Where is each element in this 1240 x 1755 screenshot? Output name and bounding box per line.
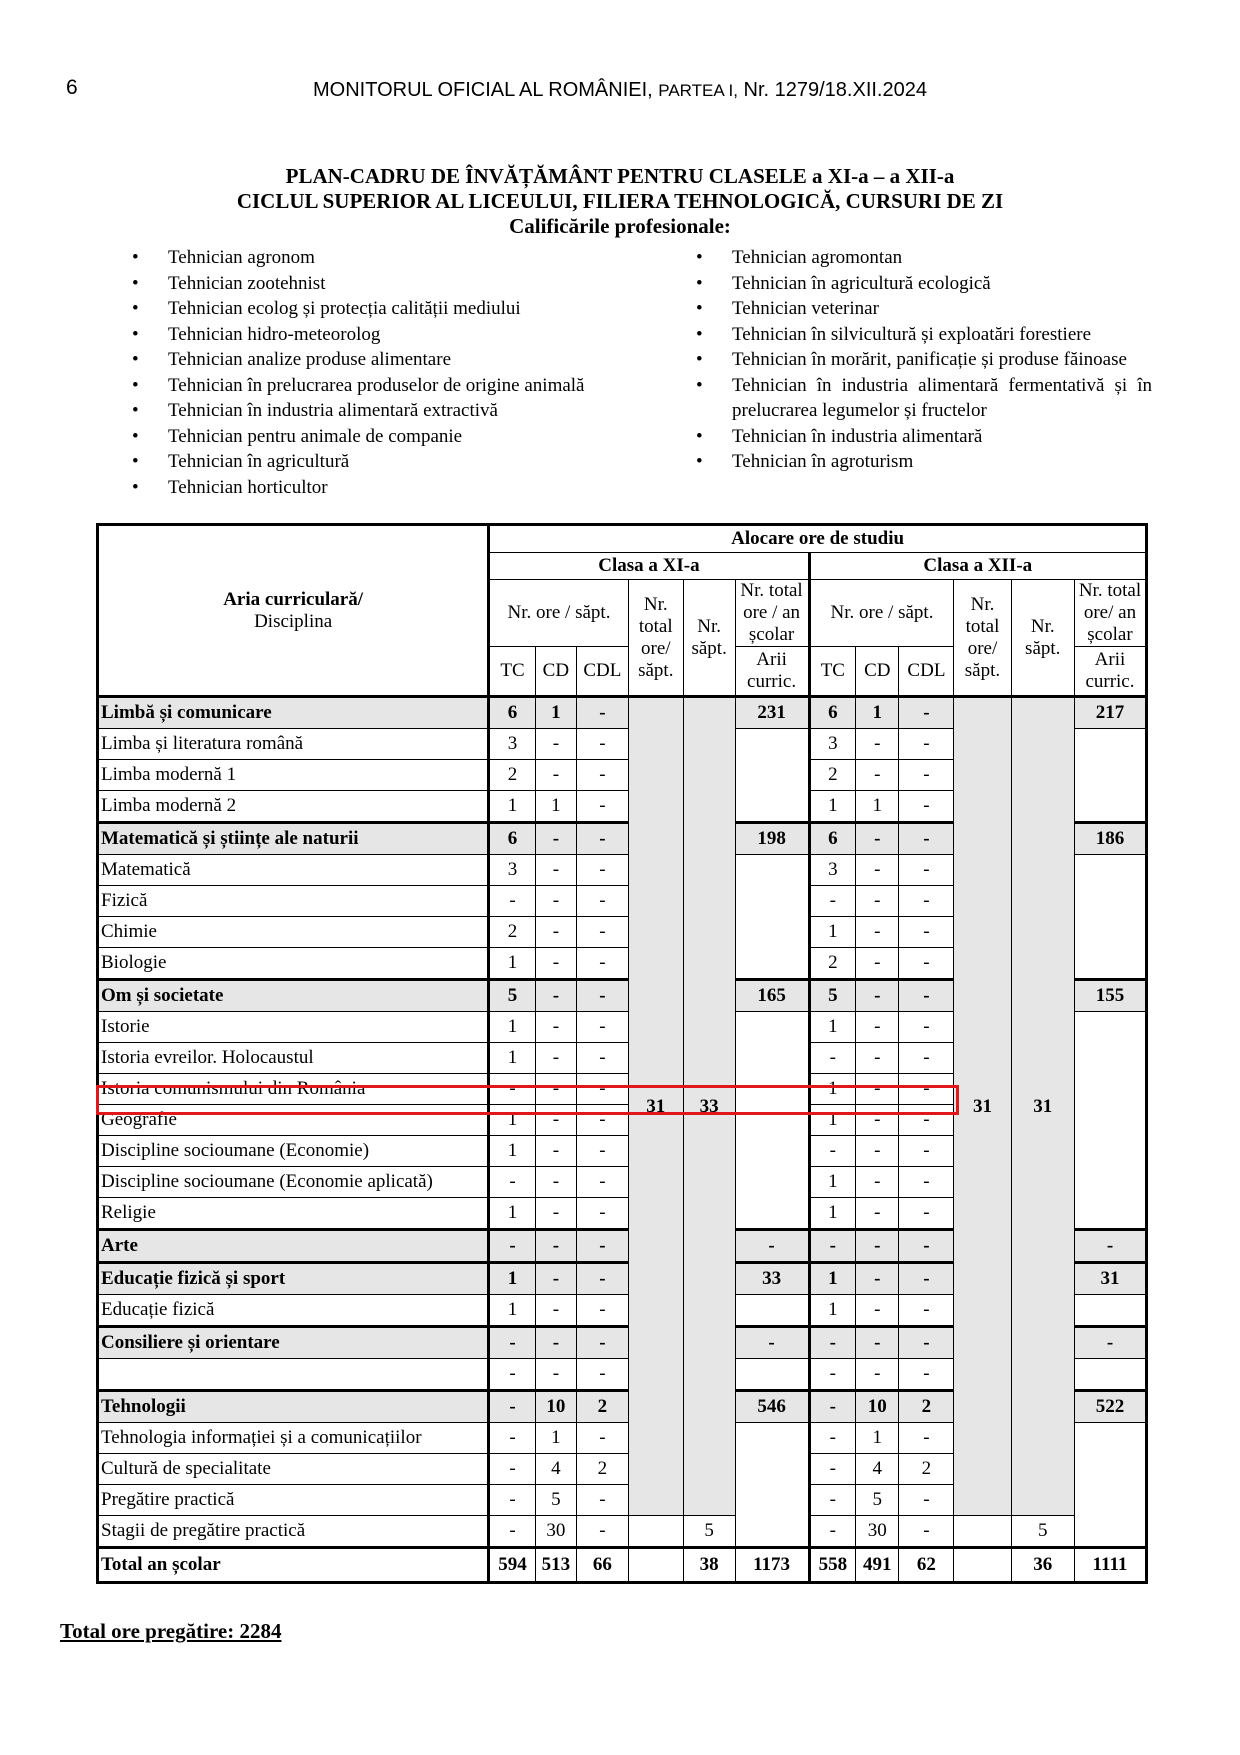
- cdl-hours-11: 2: [576, 1391, 628, 1423]
- tc-hours-12: -: [809, 1043, 856, 1074]
- qualification-item: • Tehnician veterinar: [732, 296, 1152, 322]
- cd-hours-12: -: [856, 886, 899, 917]
- cdl-hours-12: -: [899, 855, 954, 886]
- cdl-hours-12: -: [899, 1423, 954, 1454]
- cdl-hours-12: -: [899, 1359, 954, 1391]
- tc-hours-11: 1: [489, 1043, 536, 1074]
- tc-hours-11: 1: [489, 791, 536, 823]
- cd-hours-11: -: [535, 1074, 576, 1105]
- tc-hours-11: -: [489, 1485, 536, 1516]
- discipline-name: Istorie: [98, 1012, 489, 1043]
- year-total-11-sum: 1173: [735, 1548, 809, 1583]
- cd-hours-12: -: [856, 948, 899, 980]
- tc-hours-11: -: [489, 1516, 536, 1548]
- year-total-12: -: [1074, 1230, 1146, 1263]
- cdl-hours-11: -: [576, 1230, 628, 1263]
- qualification-item: • Tehnician agronom: [168, 245, 648, 271]
- arii-header-11: Arii curric.: [735, 647, 809, 697]
- tc-hours-11: 3: [489, 729, 536, 760]
- discipline-name: Pregătire practică: [98, 1485, 489, 1516]
- cd-hours-11: -: [535, 1230, 576, 1263]
- year-total-11-blank: [735, 1012, 809, 1230]
- cd-hours-12: 5: [856, 1485, 899, 1516]
- year-total-12: -: [1074, 1327, 1146, 1359]
- cdl-hours-11: -: [576, 948, 628, 980]
- cdl-hours-12: 2: [899, 1391, 954, 1423]
- tc-hours-12: -: [809, 1327, 856, 1359]
- qualification-item: • Tehnician horticultor: [168, 475, 648, 501]
- qualification-item: • Tehnician în industria alimentară extractivă: [168, 398, 648, 424]
- cdl-total-12: 62: [899, 1548, 954, 1583]
- discipline-name: Istoria evreilor. Holocaustul: [98, 1043, 489, 1074]
- cdl-hours-11: -: [576, 729, 628, 760]
- tc-hours-11: 1: [489, 948, 536, 980]
- cdl-hours-12: -: [899, 1074, 954, 1105]
- tc-hours-12: 3: [809, 855, 856, 886]
- area-row: [98, 697, 1147, 729]
- discipline-name: Matematică și științe ale naturii: [98, 823, 489, 855]
- year-total-12-blank: [1074, 855, 1146, 980]
- cd-hours-11: -: [535, 729, 576, 760]
- cd-hours-11: 4: [535, 1454, 576, 1485]
- tc-hours-11: 2: [489, 917, 536, 948]
- discipline-name: Religie: [98, 1198, 489, 1230]
- tc-hours-11: 1: [489, 1105, 536, 1136]
- cdl-hours-12: -: [899, 1198, 954, 1230]
- year-total-12-blank: [1074, 1423, 1146, 1548]
- class-11-header: Clasa a XI-a: [489, 553, 809, 580]
- cd-hours-12: 1: [856, 697, 899, 729]
- tc-hours-12: 1: [809, 917, 856, 948]
- cd-hours-12: -: [856, 760, 899, 791]
- tc-hours-12: -: [809, 1359, 856, 1391]
- highlight-box: [96, 1085, 959, 1115]
- cd-hours-11: -: [535, 1198, 576, 1230]
- cdl-hours-11: -: [576, 1295, 628, 1327]
- title-line-2: CICLUL SUPERIOR AL LICEULUI, FILIERA TEHNOLOGICĂ, CURSURI DE ZI: [236, 189, 1004, 213]
- cd-hours-12: -: [856, 1136, 899, 1167]
- cd-hours-11: 10: [535, 1391, 576, 1423]
- arii-header-12: Arii curric.: [1074, 647, 1146, 697]
- tc-header-11: TC: [489, 647, 536, 697]
- weeks-total-12: 36: [1011, 1548, 1074, 1583]
- cdl-total-11: 66: [576, 1548, 628, 1583]
- hours-week-header-11: Nr. ore / săpt.: [489, 580, 629, 647]
- year-total-11: 198: [735, 823, 809, 855]
- cd-hours-12: -: [856, 1043, 899, 1074]
- cdl-hours-11: -: [576, 1167, 628, 1198]
- header-part: PARTEA I,: [658, 81, 738, 100]
- tc-hours-11: -: [489, 1391, 536, 1423]
- weeks-total-11: 38: [683, 1548, 735, 1583]
- total-week-11: 31: [628, 697, 683, 1516]
- cdl-hours-12: -: [899, 1167, 954, 1198]
- total-hours: Total ore pregătire: 2284: [60, 1619, 282, 1643]
- tc-hours-12: 5: [809, 980, 856, 1012]
- cd-hours-12: -: [856, 855, 899, 886]
- tc-hours-11: -: [489, 1327, 536, 1359]
- tc-hours-12: 1: [809, 1074, 856, 1105]
- year-total-12-blank: [1074, 1359, 1146, 1391]
- tc-hours-12: 1: [809, 1105, 856, 1136]
- tc-hours-11: -: [489, 1167, 536, 1198]
- cd-hours-11: -: [535, 760, 576, 791]
- cdl-hours-11: -: [576, 917, 628, 948]
- class-12-header: Clasa a XII-a: [809, 553, 1146, 580]
- cdl-hours-11: -: [576, 1359, 628, 1391]
- total-week-11-stage: [628, 1516, 683, 1548]
- cd-hours-11: -: [535, 1359, 576, 1391]
- tc-hours-12: 2: [809, 760, 856, 791]
- cd-hours-12: -: [856, 1198, 899, 1230]
- cdl-hours-12: -: [899, 1105, 954, 1136]
- total-row: [98, 1548, 1147, 1583]
- cdl-hours-12: 2: [899, 1454, 954, 1485]
- qualifications-right-list: [732, 245, 1152, 475]
- cd-hours-12: -: [856, 1167, 899, 1198]
- cdl-hours-12: -: [899, 1516, 954, 1548]
- cd-hours-12: -: [856, 1230, 899, 1263]
- cdl-hours-12: -: [899, 1295, 954, 1327]
- total-week-header-11: Nr. total ore/ săpt.: [628, 580, 683, 697]
- discipline-name: Matematică: [98, 855, 489, 886]
- cdl-hours-11: -: [576, 855, 628, 886]
- discipline-name: Consiliere și orientare: [98, 1327, 489, 1359]
- cd-hours-12: -: [856, 980, 899, 1012]
- discipline-name: Geografie: [98, 1105, 489, 1136]
- curriculum-table-body: [98, 697, 1147, 1583]
- qualification-item: • Tehnician hidro-meteorolog: [168, 322, 648, 348]
- year-total-12: 522: [1074, 1391, 1146, 1423]
- cdl-hours-11: -: [576, 1423, 628, 1454]
- cdl-hours-12: -: [899, 1263, 954, 1295]
- year-total-11-blank: [735, 729, 809, 823]
- cd-hours-12: -: [856, 729, 899, 760]
- total-label: Total an școlar: [98, 1548, 489, 1583]
- cdl-hours-12: -: [899, 1485, 954, 1516]
- cd-header-11: CD: [535, 647, 576, 697]
- discipline-name: Cultură de specialitate: [98, 1454, 489, 1485]
- cdl-hours-11: -: [576, 1485, 628, 1516]
- cdl-hours-12: -: [899, 729, 954, 760]
- cdl-hours-11: -: [576, 697, 628, 729]
- cdl-hours-11: -: [576, 1074, 628, 1105]
- discipline-name: Educație fizică: [98, 1295, 489, 1327]
- cd-hours-12: -: [856, 1327, 899, 1359]
- cdl-hours-11: -: [576, 823, 628, 855]
- qualification-item: • Tehnician în industria alimentară: [732, 424, 1152, 450]
- tc-hours-11: 1: [489, 1012, 536, 1043]
- cdl-hours-12: -: [899, 1012, 954, 1043]
- cd-hours-12: -: [856, 1263, 899, 1295]
- cdl-hours-11: -: [576, 1105, 628, 1136]
- tc-hours-11: -: [489, 1074, 536, 1105]
- weeks-12: 31: [1011, 697, 1074, 1516]
- cdl-hours-11: -: [576, 1136, 628, 1167]
- cd-hours-11: -: [535, 1295, 576, 1327]
- cd-hours-12: 1: [856, 1423, 899, 1454]
- cdl-hours-12: -: [899, 1043, 954, 1074]
- cdl-hours-11: -: [576, 1327, 628, 1359]
- qualification-item: • Tehnician agromontan: [732, 245, 1152, 271]
- tc-total-12: 558: [809, 1548, 856, 1583]
- tc-hours-11: 5: [489, 980, 536, 1012]
- cdl-hours-12: -: [899, 917, 954, 948]
- cdl-hours-11: -: [576, 1263, 628, 1295]
- cd-hours-12: -: [856, 917, 899, 948]
- year-total-11: 33: [735, 1263, 809, 1295]
- cd-hours-12: -: [856, 1105, 899, 1136]
- cd-hours-12: -: [856, 1012, 899, 1043]
- cd-hours-11: 1: [535, 697, 576, 729]
- cd-hours-12: -: [856, 823, 899, 855]
- cd-hours-11: -: [535, 886, 576, 917]
- tc-hours-11: 1: [489, 1295, 536, 1327]
- curriculum-table: [96, 523, 1148, 1584]
- discipline-row: [98, 1516, 1147, 1548]
- qualification-item: • Tehnician în industria alimentară fermentativă și în prelucrarea legumelor și fructelor: [732, 373, 1152, 424]
- year-total-11-blank: [735, 855, 809, 980]
- cd-hours-11: -: [535, 1012, 576, 1043]
- cdl-hours-11: -: [576, 1198, 628, 1230]
- cd-hours-11: -: [535, 1327, 576, 1359]
- qualification-item: • Tehnician în agricultură ecologică: [732, 271, 1152, 297]
- tc-hours-12: -: [809, 1423, 856, 1454]
- discipline-name: Discipline socioumane (Economie aplicată): [98, 1167, 489, 1198]
- weeks-header-12: Nr. săpt.: [1011, 580, 1074, 697]
- tc-hours-11: 1: [489, 1136, 536, 1167]
- cdl-hours-12: -: [899, 1136, 954, 1167]
- discipline-name: Educație fizică și sport: [98, 1263, 489, 1295]
- year-total-12-blank: [1074, 1295, 1146, 1327]
- tc-header-12: TC: [809, 647, 856, 697]
- discipline-name: Istoria comunismului din România: [98, 1074, 489, 1105]
- tc-hours-11: -: [489, 1423, 536, 1454]
- discipline-name: Discipline socioumane (Economie): [98, 1136, 489, 1167]
- year-total-11: 165: [735, 980, 809, 1012]
- cd-hours-11: -: [535, 980, 576, 1012]
- year-total-11-blank: [735, 1423, 809, 1548]
- cdl-hours-12: -: [899, 791, 954, 823]
- cd-hours-11: -: [535, 1105, 576, 1136]
- header-issue: Nr. 1279/18.XII.2024: [743, 79, 927, 101]
- tc-hours-11: -: [489, 1454, 536, 1485]
- tc-hours-12: 6: [809, 823, 856, 855]
- gazette-header: [0, 79, 1240, 102]
- tc-hours-12: 3: [809, 729, 856, 760]
- cd-hours-12: -: [856, 1074, 899, 1105]
- cd-hours-11: -: [535, 1136, 576, 1167]
- discipline-name: Limba și literatura română: [98, 729, 489, 760]
- page-number: 6: [66, 76, 78, 99]
- cdl-hours-12: -: [899, 823, 954, 855]
- cdl-hours-12: -: [899, 886, 954, 917]
- tc-hours-12: 1: [809, 1167, 856, 1198]
- tc-hours-11: 6: [489, 697, 536, 729]
- allocation-header: Alocare ore de studiu: [489, 525, 1147, 553]
- cd-hours-12: 4: [856, 1454, 899, 1485]
- total-year-header-12: Nr. total ore/ an școlar: [1074, 580, 1146, 647]
- year-total-12-blank: [1074, 729, 1146, 823]
- cd-hours-11: 5: [535, 1485, 576, 1516]
- qualifications-left-list: [168, 245, 648, 500]
- tc-hours-11: 1: [489, 1263, 536, 1295]
- tc-hours-12: -: [809, 1391, 856, 1423]
- tc-hours-12: 1: [809, 1012, 856, 1043]
- tc-hours-11: -: [489, 1230, 536, 1263]
- year-total-11-blank: [735, 1295, 809, 1327]
- cd-hours-11: -: [535, 917, 576, 948]
- qualification-item: • Tehnician în morărit, panificație și produse făinoase: [732, 347, 1152, 373]
- tc-hours-12: 1: [809, 791, 856, 823]
- total-week-12-total: [954, 1548, 1011, 1583]
- year-total-12: 217: [1074, 697, 1146, 729]
- year-total-11: -: [735, 1327, 809, 1359]
- tc-hours-12: -: [809, 1516, 856, 1548]
- cd-hours-11: 1: [535, 1423, 576, 1454]
- total-week-11-total: [628, 1548, 683, 1583]
- weeks-11-stage: 5: [683, 1516, 735, 1548]
- tc-hours-11: 1: [489, 1198, 536, 1230]
- total-week-12: 31: [954, 697, 1011, 1516]
- cdl-hours-11: -: [576, 791, 628, 823]
- qualification-item: • Tehnician în agricultură: [168, 449, 648, 475]
- discipline-header-label: Disciplina: [254, 610, 333, 632]
- qualification-item: • Tehnician în agroturism: [732, 449, 1152, 475]
- year-total-12: 155: [1074, 980, 1146, 1012]
- discipline-name: Limba modernă 1: [98, 760, 489, 791]
- qualification-item: • Tehnician pentru animale de companie: [168, 424, 648, 450]
- weeks-12-stage: 5: [1011, 1516, 1074, 1548]
- cdl-hours-12: -: [899, 760, 954, 791]
- cdl-hours-11: 2: [576, 1454, 628, 1485]
- discipline-name: Stagii de pregătire practică: [98, 1516, 489, 1548]
- cd-hours-11: -: [535, 948, 576, 980]
- tc-hours-11: 2: [489, 760, 536, 791]
- area-discipline-header: [98, 525, 489, 697]
- qualification-item: • Tehnician ecolog și protecția calității mediului: [168, 296, 648, 322]
- discipline-name: Arte: [98, 1230, 489, 1263]
- discipline-name: Fizică: [98, 886, 489, 917]
- cdl-hours-11: -: [576, 980, 628, 1012]
- total-week-header-12: Nr. total ore/ săpt.: [954, 580, 1011, 697]
- cd-hours-11: -: [535, 855, 576, 886]
- tc-hours-11: 3: [489, 855, 536, 886]
- cdl-hours-11: -: [576, 760, 628, 791]
- cd-hours-11: -: [535, 1263, 576, 1295]
- discipline-name: Limbă și comunicare: [98, 697, 489, 729]
- total-year-header-11: Nr. total ore / an școlar: [735, 580, 809, 647]
- cdl-hours-11: -: [576, 886, 628, 917]
- cdl-hours-12: -: [899, 697, 954, 729]
- area-header-label: Aria curriculară/: [223, 588, 364, 610]
- year-total-11: 546: [735, 1391, 809, 1423]
- cdl-hours-11: -: [576, 1012, 628, 1043]
- year-total-12-sum: 1111: [1074, 1548, 1146, 1583]
- discipline-name: Limba modernă 2: [98, 791, 489, 823]
- tc-hours-12: 1: [809, 1263, 856, 1295]
- discipline-name: Chimie: [98, 917, 489, 948]
- tc-hours-12: -: [809, 1136, 856, 1167]
- tc-hours-12: -: [809, 1485, 856, 1516]
- year-total-11-blank: [735, 1359, 809, 1391]
- cdl-hours-12: -: [899, 948, 954, 980]
- tc-hours-12: -: [809, 886, 856, 917]
- cdl-hours-11: -: [576, 1043, 628, 1074]
- year-total-11: -: [735, 1230, 809, 1263]
- year-total-12-blank: [1074, 1012, 1146, 1230]
- cdl-header-12: CDL: [899, 647, 954, 697]
- cd-hours-11: -: [535, 1043, 576, 1074]
- hours-week-header-12: Nr. ore / săpt.: [809, 580, 954, 647]
- tc-hours-12: 1: [809, 1198, 856, 1230]
- discipline-name: Biologie: [98, 948, 489, 980]
- discipline-name: Tehnologia informației și a comunicațiilor: [98, 1423, 489, 1454]
- title-line-3: Calificările profesionale:: [509, 214, 731, 238]
- tc-hours-12: 6: [809, 697, 856, 729]
- cdl-header-11: CDL: [576, 647, 628, 697]
- cd-hours-12: 30: [856, 1516, 899, 1548]
- cdl-hours-12: -: [899, 1327, 954, 1359]
- tc-hours-11: 6: [489, 823, 536, 855]
- weeks-header-11: Nr. săpt.: [683, 580, 735, 697]
- cd-hours-12: 1: [856, 791, 899, 823]
- cd-total-12: 491: [856, 1548, 899, 1583]
- cd-hours-11: 30: [535, 1516, 576, 1548]
- year-total-11: 231: [735, 697, 809, 729]
- cdl-hours-12: -: [899, 1230, 954, 1263]
- title-line-1: PLAN-CADRU DE ÎNVĂȚĂMÂNT PENTRU CLASELE a XI-a – a XII-a: [285, 164, 955, 188]
- tc-hours-12: -: [809, 1454, 856, 1485]
- qualification-item: • Tehnician zootehnist: [168, 271, 648, 297]
- discipline-name: Om și societate: [98, 980, 489, 1012]
- cd-header-12: CD: [856, 647, 899, 697]
- document-title: [0, 164, 1240, 239]
- cdl-hours-12: -: [899, 980, 954, 1012]
- cd-hours-12: -: [856, 1295, 899, 1327]
- cd-hours-11: 1: [535, 791, 576, 823]
- tc-hours-11: -: [489, 1359, 536, 1391]
- discipline-name: [98, 1359, 489, 1391]
- cd-hours-12: -: [856, 1359, 899, 1391]
- discipline-name: Tehnologii: [98, 1391, 489, 1423]
- tc-hours-11: -: [489, 886, 536, 917]
- total-week-12-stage: [954, 1516, 1011, 1548]
- qualification-item: • Tehnician în prelucrarea produselor de origine animală: [168, 373, 648, 399]
- qualification-item: • Tehnician analize produse alimentare: [168, 347, 648, 373]
- year-total-12: 31: [1074, 1263, 1146, 1295]
- weeks-11: 33: [683, 697, 735, 1516]
- cdl-hours-11: -: [576, 1516, 628, 1548]
- tc-hours-12: 1: [809, 1295, 856, 1327]
- tc-total-11: 594: [489, 1548, 536, 1583]
- cd-hours-12: 10: [856, 1391, 899, 1423]
- tc-hours-12: -: [809, 1230, 856, 1263]
- cd-hours-11: -: [535, 1167, 576, 1198]
- year-total-12: 186: [1074, 823, 1146, 855]
- cd-total-11: 513: [535, 1548, 576, 1583]
- cd-hours-11: -: [535, 823, 576, 855]
- tc-hours-12: 2: [809, 948, 856, 980]
- qualification-item: • Tehnician în silvicultură și exploatări forestiere: [732, 322, 1152, 348]
- header-main: MONITORUL OFICIAL AL ROMÂNIEI,: [313, 79, 653, 101]
